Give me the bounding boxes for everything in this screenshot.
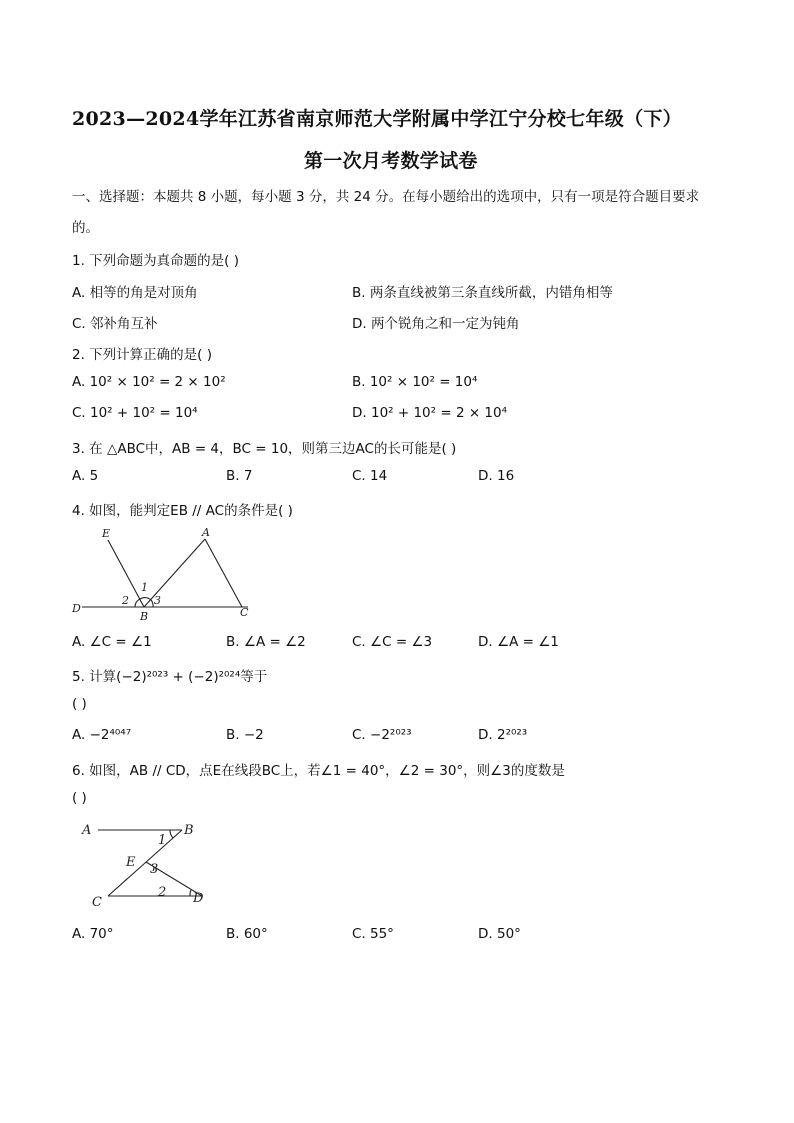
question-1-option-d[interactable]: D. 两个锐角之和一定为钝角 [352,316,520,332]
label-c: C [92,895,102,910]
question-4-option-c[interactable]: C. ∠C = ∠3 [352,634,433,650]
label-d: D [193,891,204,906]
label-d: D [72,602,81,615]
question-2-option-d[interactable]: D. 10² + 10² = 2 × 10⁴ [352,405,508,421]
question-3-option-a[interactable]: A. 5 [72,468,99,484]
question-6-stem: 6. 如图，AB // CD，点E在线段BC上，若∠1 = 40°，∠2 = 30°，则∠3的度数是 [72,763,565,779]
angle-arc-2 [190,890,191,896]
question-3-stem: 3. 在 △ABC中，AB = 4，BC = 10，则第三边AC的长可能是( ) [72,441,457,457]
angle-arc-3 [151,600,153,607]
question-5-answer-blank: ( ) [72,696,87,712]
label-a: A [82,823,92,838]
label-e: E [126,855,136,870]
question-5-option-c[interactable]: C. −2²⁰²³ [352,727,412,743]
question-4-option-b[interactable]: B. ∠A = ∠2 [226,634,306,650]
question-5-option-d[interactable]: D. 2²⁰²³ [478,727,528,743]
label-angle-2: 2 [122,594,129,607]
question-3-option-b[interactable]: B. 7 [226,468,253,484]
question-6-answer-blank: ( ) [72,790,87,806]
label-angle-3: 3 [150,862,159,877]
question-6-option-b[interactable]: B. 60° [226,926,268,942]
question-5-option-a[interactable]: A. −2⁴⁰⁴⁷ [72,727,132,743]
question-1-stem: 1. 下列命题为真命题的是( ) [72,253,239,269]
label-angle-1: 1 [141,581,148,594]
question-3-option-d[interactable]: D. 16 [478,468,515,484]
label-c: C [240,606,249,619]
question-5-stem: 5. 计算(−2)²⁰²³ + (−2)²⁰²⁴等于 [72,669,268,685]
question-1-option-c[interactable]: C. 邻补角互补 [72,316,158,332]
question-4-stem: 4. 如图，能判定EB // AC的条件是( ) [72,503,293,519]
question-2-stem: 2. 下列计算正确的是( ) [72,347,212,363]
question-4-option-a[interactable]: A. ∠C = ∠1 [72,634,152,650]
question-6-option-a[interactable]: A. 70° [72,926,114,942]
label-a: A [202,526,210,539]
line-bc [108,830,182,896]
question-1-option-a[interactable]: A. 相等的角是对顶角 [72,285,198,301]
question-4-option-d[interactable]: D. ∠A = ∠1 [478,634,559,650]
question-6-option-d[interactable]: D. 50° [478,926,521,942]
exam-title-line2: 第一次月考数学试卷 [304,150,478,172]
label-angle-3: 3 [154,594,161,607]
angle-arc-1 [170,830,173,838]
question-6-option-c[interactable]: C. 55° [352,926,394,942]
label-e: E [102,527,111,540]
question-1-option-b[interactable]: B. 两条直线被第三条直线所截，内错角相等 [352,285,613,301]
line-ac [205,539,242,607]
section-instructions-line1: 一、选择题：本题共 8 小题，每小题 3 分，共 24 分。在每小题给出的选项中，只有一项是符合题目要求 [72,189,700,205]
question-2-option-c[interactable]: C. 10² + 10² = 10⁴ [72,405,198,421]
question-4-figure [68,524,258,624]
angle-arc-2 [135,599,140,607]
label-angle-2: 2 [158,885,167,900]
exam-title-line1: 2023—2024学年江苏省南京师范大学附属中学江宁分校七年级（下） [72,108,682,130]
label-b: B [184,823,194,838]
section-instructions-line2: 的。 [72,220,99,236]
question-2-option-a[interactable]: A. 10² × 10² = 2 × 10² [72,374,226,390]
label-angle-1: 1 [158,833,167,848]
angle-arc-1 [140,598,151,600]
question-6-figure [78,814,218,914]
question-2-option-b[interactable]: B. 10² × 10² = 10⁴ [352,374,478,390]
label-b: B [140,610,149,623]
question-5-option-b[interactable]: B. −2 [226,727,264,743]
question-3-option-c[interactable]: C. 14 [352,468,388,484]
